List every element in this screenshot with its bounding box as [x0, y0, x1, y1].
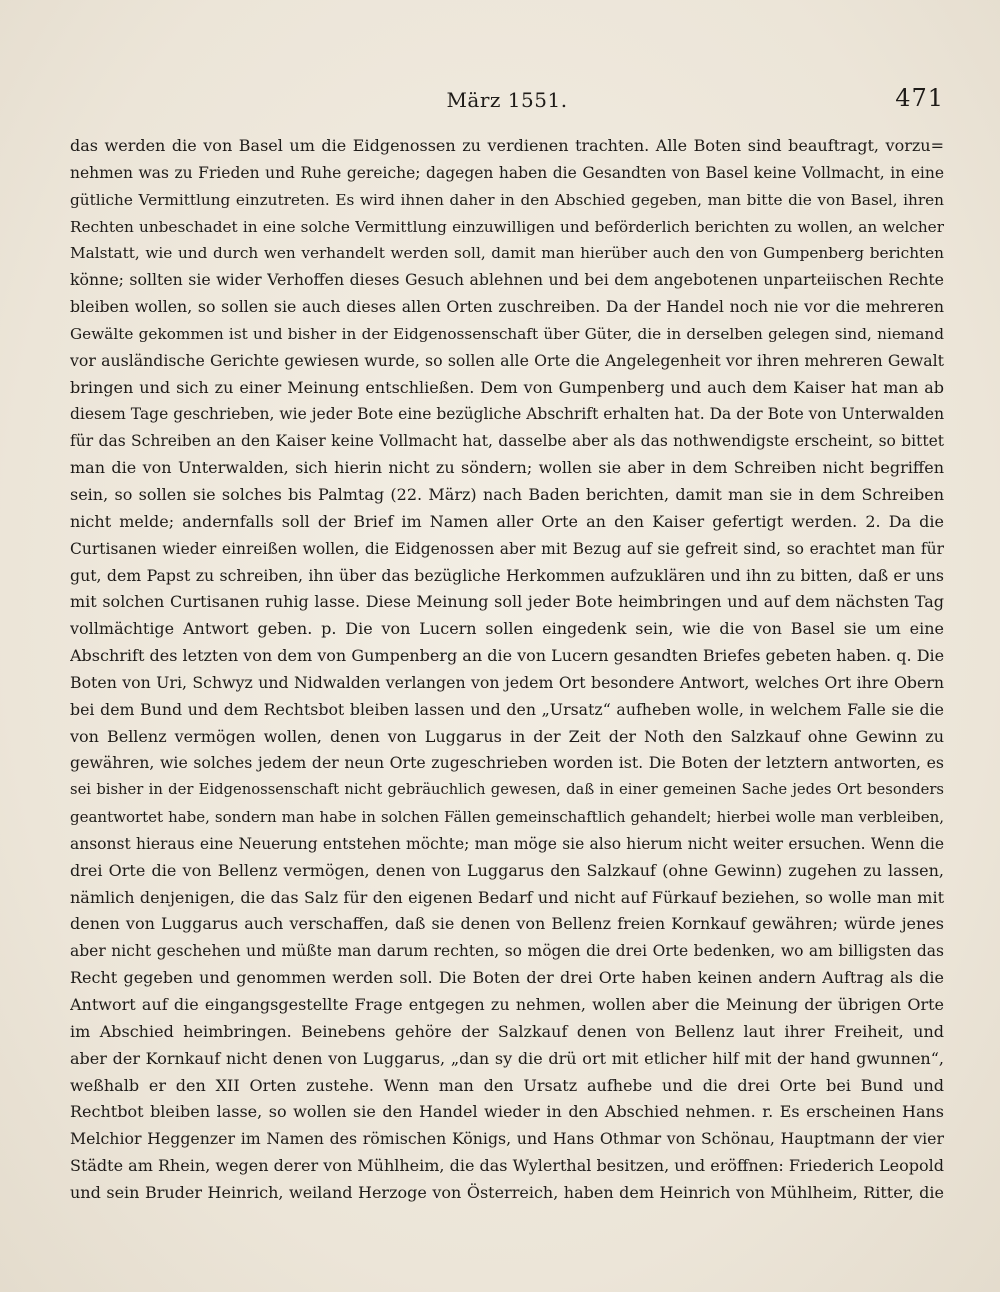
text-line: für das Schreiben an den Kaiser keine Vollmacht hat, dasselbe aber als das nothwendigste erscheint, so bittet [70, 432, 944, 451]
text-line: bleiben wollen, so sollen sie auch dieses allen Orten zuschreiben. Da der Handel noch nie vor die mehreren [70, 297, 944, 317]
text-line: geantwortet habe, sondern man habe in solchen Fällen gemeinschaftlich gehandelt; hierbei wolle man verbleiben, [70, 808, 944, 827]
text-line: gut, dem Papst zu schreiben, ihn über das bezügliche Herkommen aufzuklären und ihn zu bitten, daß er uns [70, 565, 944, 585]
text-line: Boten von Uri, Schwyz und Nidwalden verlangen von jedem Ort besondere Antwort, welches Ort ihre Obern [70, 672, 944, 692]
text-line: weßhalb er den XII Orten zustehe. Wenn man den Ursatz aufhebe und die drei Orte bei Bund und [70, 1075, 944, 1095]
text-line: Malstatt, wie und durch wen verhandelt werden soll, damit man hierüber auch den von Gumpenberg berichten [70, 244, 944, 263]
text-line: Melchior Heggenzer im Namen des römischen Königs, und Hans Othmar von Schönau, Hauptmann der vier [70, 1129, 944, 1149]
text-line: man die von Unterwalden, sich hierin nicht zu söndern; wollen sie aber in dem Schreiben nicht begriffen [70, 458, 944, 478]
text-line: denen von Luggarus auch verschaffen, daß sie denen von Bellenz freien Kornkauf gewähren; würde jenes [70, 914, 944, 934]
running-head: März 1551. [446, 88, 568, 112]
text-line: Gewälte gekommen ist und bisher in der Eidgenossenschaft über Güter, die in derselben gelegen sind, niemand [70, 324, 944, 343]
text-line: nehmen was zu Frieden und Ruhe gereiche; dagegen haben die Gesandten von Basel keine Vollmacht, in eine [70, 163, 944, 182]
text-line: drei Orte die von Bellenz vermögen, denen von Luggarus den Salzkauf (ohne Gewinn) zugehen zu lassen, [70, 860, 944, 880]
text-line: von Bellenz vermögen wollen, denen von Luggarus in der Zeit der Noth den Salzkauf ohne Gewinn zu [70, 726, 944, 746]
body-text [70, 133, 944, 1207]
page-header [70, 84, 944, 120]
text-line: mit solchen Curtisanen ruhig lasse. Diese Meinung soll jeder Bote heimbringen und auf dem nächsten Tag [70, 592, 944, 612]
text-line: nämlich denjenigen, die das Salz für den eigenen Bedarf und nicht auf Fürkauf beziehen, so wolle man mit [70, 887, 944, 907]
text-line: Städte am Rhein, wegen derer von Mühlheim, die das Wylerthal besitzen, und eröffnen: Friederich Leopold [70, 1156, 944, 1176]
text-line: bringen und sich zu einer Meinung entschließen. Dem von Gumpenberg und auch dem Kaiser hat man ab [70, 377, 944, 397]
page-number: 471 [895, 84, 944, 112]
text-line: aber der Kornkauf nicht denen von Luggarus, „dan sy die drü ort mit etlicher hilf mit der hand gwunnen“, [70, 1048, 944, 1068]
text-line: Antwort auf die eingangsgestellte Frage entgegen zu nehmen, wollen aber die Meinung der übrigen Orte [70, 995, 944, 1014]
text-line: vollmächtige Antwort geben. p. Die von Lucern sollen eingedenk sein, wie die von Basel sie um eine [70, 619, 944, 639]
text-line: aber nicht geschehen und müßte man darum rechten, so mögen die drei Orte bedenken, wo am billigsten das [70, 942, 944, 961]
text-line: gütliche Vermittlung einzutreten. Es wird ihnen daher in den Abschied gegeben, man bitte die von Basel, ihren [70, 190, 944, 209]
text-line: ansonst hieraus eine Neuerung entstehen möchte; man möge sie also hierum nicht weiter ersuchen. Wenn die [70, 834, 944, 853]
text-line: gewähren, wie solches jedem der neun Orte zugeschrieben worden ist. Die Boten der letztern antworten, es [70, 753, 944, 773]
text-line: Rechten unbeschadet in eine solche Vermittlung einzuwilligen und beförderlich berichten zu wollen, an welcher [70, 217, 944, 236]
text-line: das werden die von Basel um die Eidgenossen zu verdienen trachten. Alle Boten sind beauftragt, vorzu= [70, 136, 944, 155]
text-line: Curtisanen wieder einreißen wollen, die Eidgenossen aber mit Bezug auf sie gefreit sind, so erachtet man für [70, 539, 944, 558]
text-line: im Abschied heimbringen. Beinebens gehöre der Salzkauf denen von Bellenz laut ihrer Freiheit, und [70, 1021, 944, 1041]
text-line: bei dem Bund und dem Rechtsbot bleiben lassen und den „Ursatz“ aufheben wolle, in welchem Falle sie die [70, 699, 944, 719]
text-line: nicht melde; andernfalls soll der Brief im Namen aller Orte an den Kaiser gefertigt werden. 2. Da die [70, 511, 944, 531]
text-line: Recht gegeben und genommen werden soll. Die Boten der drei Orte haben keinen andern Auftrag als die [70, 968, 944, 988]
text-line: sein, so sollen sie solches bis Palmtag (22. März) nach Baden berichten, damit man sie in dem Schreiben [70, 484, 944, 504]
text-line: und sein Bruder Heinrich, weiland Herzoge von Österreich, haben dem Heinrich von Mühlheim, Ritter, die [70, 1182, 944, 1202]
text-line: könne; sollten sie wider Verhoffen dieses Gesuch ablehnen und bei dem angebotenen unparteiischen Rechte [70, 270, 944, 290]
text-line: Abschrift des letzten von dem von Gumpenberg an die von Lucern gesandten Briefes gebeten haben. q. Die [70, 646, 944, 666]
text-line: vor ausländische Gerichte gewiesen wurde, so sollen alle Orte die Angelegenheit vor ihren mehreren Gewalt [70, 350, 944, 370]
text-line: sei bisher in der Eidgenossenschaft nicht gebräuchlich gewesen, daß in einer gemeinen Sache jedes Ort besonders [70, 781, 944, 799]
text-line: Rechtbot bleiben lasse, so wollen sie den Handel wieder in den Abschied nehmen. r. Es erscheinen Hans [70, 1102, 944, 1122]
text-line: diesem Tage geschrieben, wie jeder Bote eine bezügliche Abschrift erhalten hat. Da der Bote von Unterwalden [70, 405, 944, 424]
